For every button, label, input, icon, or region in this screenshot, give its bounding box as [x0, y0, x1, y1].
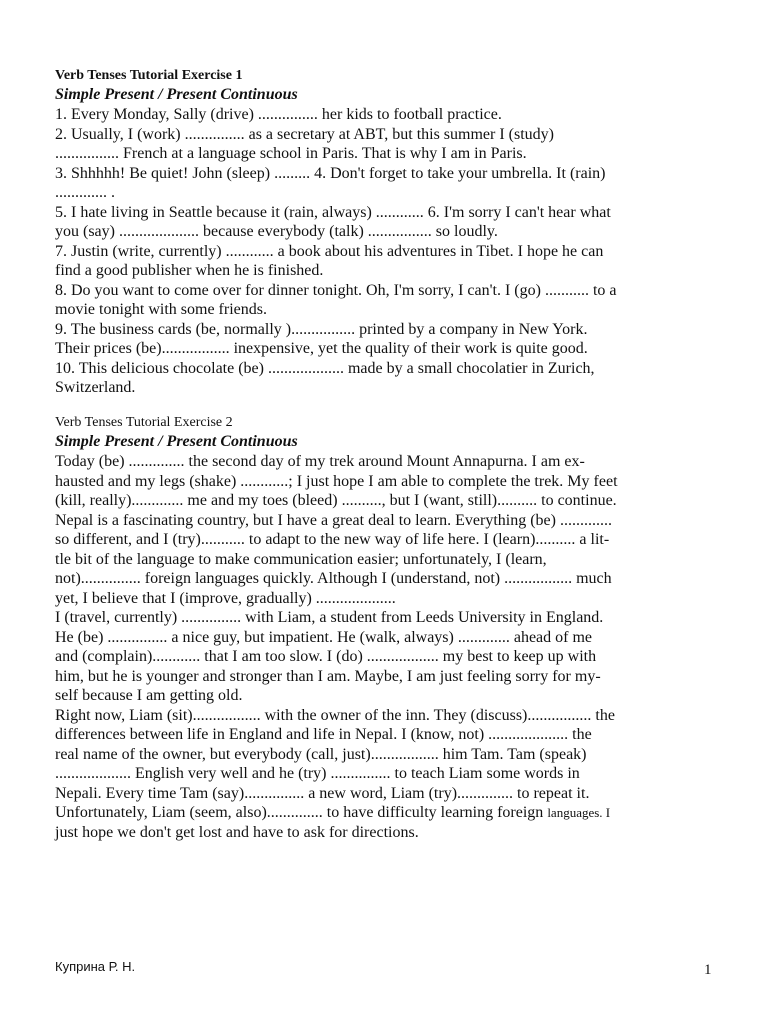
exercise1-line: 10. This delicious chocolate (be) ................... made by a small chocolatier in Zurich,	[55, 359, 595, 377]
exercise1-line: 9. The business cards (be, normally )................ printed by a company in New York.	[55, 320, 588, 338]
exercise2-line: I (travel, currently) ............... with Liam, a student from Leeds University in England.	[55, 609, 604, 626]
exercise1-line: 5. I hate living in Seattle because it (rain, always) ............ 6. I'm sorry I can't hear what	[55, 203, 611, 221]
exercise2-line: real name of the owner, but everybody (call, just)................. him Tam. Tam (speak)	[55, 745, 587, 763]
exercise2-line: Today (be) .............. the second day of my trek around Mount Annapurna. I am ex-	[55, 453, 585, 470]
exercise1-line: 1. Every Monday, Sally (drive) ............... her kids to football practice.	[55, 106, 502, 123]
exercise1-line: 8. Do you want to come over for dinner tonight. Oh, I'm sorry, I can't. I (go) ........... to a	[55, 281, 617, 299]
exercise1-line: find a good publisher when he is finished.	[55, 262, 324, 279]
exercise2-line: Nepal is a fascinating country, but I have a great deal to learn. Everything (be) .............	[55, 511, 612, 529]
exercise2-title: Verb Tenses Tutorial Exercise 2	[55, 415, 233, 430]
exercise2-subtitle: Simple Present / Present Continuous	[55, 433, 298, 450]
exercise2-line: just hope we don't get lost and have to ask for directions.	[55, 823, 419, 841]
exercise1-line: ................ French at a language school in Paris. That is why I am in Paris.	[55, 145, 527, 162]
exercise2-line-small-tail: languages. I	[547, 805, 611, 820]
exercise2-line: He (be) ............... a nice guy, but impatient. He (walk, always) ............. ahead of me	[55, 628, 593, 646]
exercise1-line: Switzerland.	[55, 379, 136, 396]
exercise2-line: hausted and my legs (shake) ............; I just hope I am able to complete the trek. My feet	[55, 472, 618, 490]
exercise1-line: Their prices (be)................. inexpensive, yet the quality of their work is quite good.	[55, 340, 588, 357]
exercise1-line: 7. Justin (write, currently) ............ a book about his adventures in Tibet. I hope he can	[55, 242, 604, 260]
exercise2-line: tle bit of the language to make communication easier; unfortunately, I (learn,	[55, 550, 547, 568]
exercise1-line: you (say) .................... because everybody (talk) ................ so loudly.	[55, 223, 498, 240]
exercise2-line: ................... English very well and he (try) ............... to teach Liam some words in	[55, 765, 580, 782]
exercise2-line: so different, and I (try)........... to adapt to the new way of life here. I (learn).......... a lit-	[55, 531, 610, 548]
exercise2-line: Right now, Liam (sit)................. with the owner of the inn. They (discuss)................ the	[55, 706, 615, 724]
exercise2-line-with-small-tail	[55, 803, 610, 823]
exercise1-line: ............. .	[55, 184, 115, 201]
exercise2-line: him, but he is younger and stronger than I am. Maybe, I am just feeling sorry for my-	[55, 667, 601, 685]
exercise1-subtitle: Simple Present / Present Continuous	[55, 86, 298, 103]
page-number: 1	[704, 962, 712, 978]
exercise2-line: self because I am getting old.	[55, 687, 243, 704]
exercise2-line: not)............... foreign languages quickly. Although I (understand, not) ................. much	[55, 570, 612, 587]
exercise2-line: differences between life in England and life in Nepal. I (know, not) .................... the	[55, 726, 592, 743]
footer-author: Куприна Р. Н.	[55, 959, 136, 974]
exercise2-line: Nepali. Every time Tam (say)............... a new word, Liam (try).............. to repeat it.	[55, 784, 590, 802]
exercise2-line-text: Unfortunately, Liam (seem, also).............. to have difficulty learning foreign	[55, 804, 544, 821]
exercise1-line: 3. Shhhhh! Be quiet! John (sleep) ......... 4. Don't forget to take your umbrella. It (rain)	[55, 164, 606, 182]
exercise1-title: Verb Tenses Tutorial Exercise 1	[55, 68, 243, 83]
exercise1-line: 2. Usually, I (work) ............... as a secretary at ABT, but this summer I (study)	[55, 125, 555, 143]
exercise2-line: (kill, really)............. me and my toes (bleed) .........., but I (want, still).......... to continue.	[55, 492, 617, 509]
exercise2-line: yet, I believe that I (improve, gradually) ....................	[55, 589, 396, 607]
exercise1-line: movie tonight with some friends.	[55, 301, 267, 318]
exercise2-line: and (complain)............ that I am too slow. I (do) .................. my best to keep up with	[55, 648, 597, 665]
